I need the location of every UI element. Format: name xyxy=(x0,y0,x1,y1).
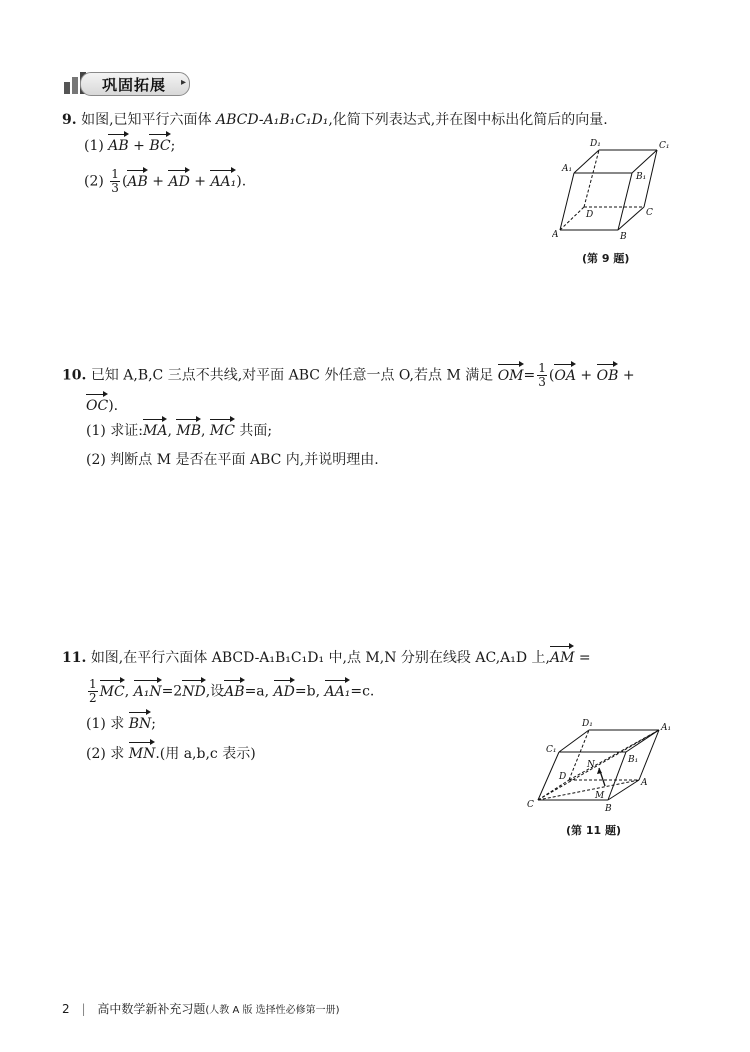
fraction-denominator: 3 xyxy=(538,375,546,389)
q11-number: 11. xyxy=(62,650,87,666)
equation-text: =a, xyxy=(244,683,270,700)
section-banner xyxy=(62,70,190,96)
book-title: 高中数学新补充习题 xyxy=(97,1002,206,1016)
q9-stem-suffix: ,化简下列表达式,并在图中标出化简后的向量. xyxy=(328,112,608,128)
q11-p2-label: (2) 求 xyxy=(86,746,125,762)
figure-label: B₁ xyxy=(628,755,639,765)
equation-text: =c. xyxy=(350,683,375,700)
vector-ad: AD xyxy=(168,173,190,190)
separator: , xyxy=(200,423,206,439)
fraction-numerator: 1 xyxy=(111,167,119,181)
fraction-numerator: 1 xyxy=(89,677,97,691)
page-number: 2 xyxy=(62,1002,70,1016)
chevron-right-icon: ▸ xyxy=(180,77,186,88)
footer-separator: | xyxy=(81,1002,86,1016)
figure-label: C₁ xyxy=(659,141,670,151)
plus-sign: + xyxy=(622,367,635,384)
vector-mc: MC xyxy=(209,423,235,439)
q10-part1 xyxy=(86,421,272,441)
q11-part2 xyxy=(86,744,256,764)
q10-p1-end: 共面; xyxy=(239,423,273,439)
vector-mn: MN xyxy=(128,746,156,762)
q9-number: 9. xyxy=(62,112,77,128)
q9-p2-label: (2) xyxy=(84,173,104,190)
equals-sign: = xyxy=(523,367,536,384)
figure-11-parallelepiped xyxy=(525,712,680,812)
book-edition: (人教 A 版 选择性必修第一册) xyxy=(205,1005,340,1016)
q10-stem-cont xyxy=(86,396,118,416)
figure-label: B xyxy=(620,232,627,242)
fraction-denominator: 3 xyxy=(111,181,119,195)
plus-sign: + xyxy=(152,173,164,190)
plus-sign: + xyxy=(194,173,206,190)
q10-stem xyxy=(62,362,635,389)
q9-part2 xyxy=(84,168,246,195)
vector-ob: OB xyxy=(596,367,619,384)
figure-label: D₁ xyxy=(582,719,593,729)
figure-label: D xyxy=(586,210,594,220)
q11-p1-end: ; xyxy=(151,716,156,732)
figure-11-caption: (第 11 题) xyxy=(566,824,622,837)
q9-p2-end: ). xyxy=(236,173,247,190)
equals-sign: = xyxy=(578,650,591,666)
q11-p1-label: (1) 求 xyxy=(86,716,125,732)
paren-close: ). xyxy=(108,398,119,414)
vector-ad: AD xyxy=(273,683,295,700)
equation-text: =b, xyxy=(294,683,321,700)
vector-bn: BN xyxy=(128,716,152,732)
q11-stem xyxy=(62,648,591,668)
vector-a1n: A₁N xyxy=(133,683,162,700)
fraction-one-third xyxy=(537,362,547,389)
q9-stem xyxy=(62,110,608,130)
vector-ma: MA xyxy=(143,423,168,439)
vector-aa1: AA₁ xyxy=(324,683,351,700)
fraction-one-third xyxy=(110,168,120,195)
figure-label: A₁ xyxy=(562,164,573,174)
vector-aa1: AA₁ xyxy=(210,173,237,190)
fraction-one-half xyxy=(88,678,98,705)
section-title: 巩固拓展 xyxy=(102,76,167,94)
figure-label: B₁ xyxy=(636,172,647,182)
paren-open: ( xyxy=(548,367,555,384)
figure-9-caption: (第 9 题) xyxy=(582,252,630,265)
q11-stem-cont xyxy=(86,678,374,705)
q9-stem-prefix: 如图,已知平行六面体 xyxy=(81,112,212,128)
q11-stem-text: 如图,在平行六面体 ABCD-A₁B₁C₁D₁ 中,点 M,N 分别在线段 AC,A₁D 上, xyxy=(90,650,550,666)
q9-solid: ABCD-A₁B₁C₁D₁ xyxy=(215,112,329,128)
figure-label: N xyxy=(587,760,595,770)
figure-9-parallelepiped xyxy=(552,135,672,245)
figure-label: A₁ xyxy=(661,723,672,733)
arrowhead-icon xyxy=(597,768,602,774)
figure-label: D xyxy=(559,772,567,782)
figure-label: A xyxy=(552,230,559,240)
q11-part1 xyxy=(86,714,156,734)
q9-p1-label: (1) xyxy=(84,138,104,154)
vector-am: AM xyxy=(550,650,575,666)
vector-oa: OA xyxy=(554,367,576,384)
fraction-numerator: 1 xyxy=(538,361,546,375)
figure-label: A xyxy=(641,778,648,788)
q10-stem-text: 已知 A,B,C 三点不共线,对平面 ABC 外任意一点 O,若点 M 满足 xyxy=(90,367,494,384)
q10-p1-label: (1) 求证: xyxy=(86,423,143,439)
vector-ab: AB xyxy=(224,683,245,700)
vector-ab: AB xyxy=(108,138,129,154)
vector-nd: ND xyxy=(182,683,206,700)
equation-text: ,设 xyxy=(205,683,225,700)
vector-mb: MB xyxy=(176,423,201,439)
equation-text: =2 xyxy=(161,683,183,700)
fraction-denominator: 2 xyxy=(89,691,97,705)
q11-p2-end: .(用 a,b,c 表示) xyxy=(155,746,256,762)
page-footer xyxy=(62,1000,340,1017)
plus-sign: + xyxy=(580,367,593,384)
vector-ab: AB xyxy=(127,173,148,190)
vector-mc: MC xyxy=(99,683,125,700)
vector-bc: BC xyxy=(149,138,171,154)
separator: , xyxy=(167,423,172,439)
figure-label: B xyxy=(605,804,612,812)
q9-p1-end: ; xyxy=(170,138,176,154)
figure-label: C xyxy=(646,208,653,218)
figure-label: M xyxy=(595,791,605,801)
vector-om: OM xyxy=(497,367,524,384)
figure-label: D₁ xyxy=(590,139,601,149)
plus-sign: + xyxy=(133,138,145,154)
vector-oc: OC xyxy=(86,398,109,414)
figure-label: C₁ xyxy=(546,745,557,755)
q10-part2: (2) 判断点 M 是否在平面 ABC 内,并说明理由. xyxy=(86,452,379,468)
figure-label: C xyxy=(527,800,534,810)
separator: , xyxy=(124,683,130,700)
q9-part1 xyxy=(84,136,175,156)
paren-open: ( xyxy=(121,173,128,190)
q10-number: 10. xyxy=(62,367,87,384)
